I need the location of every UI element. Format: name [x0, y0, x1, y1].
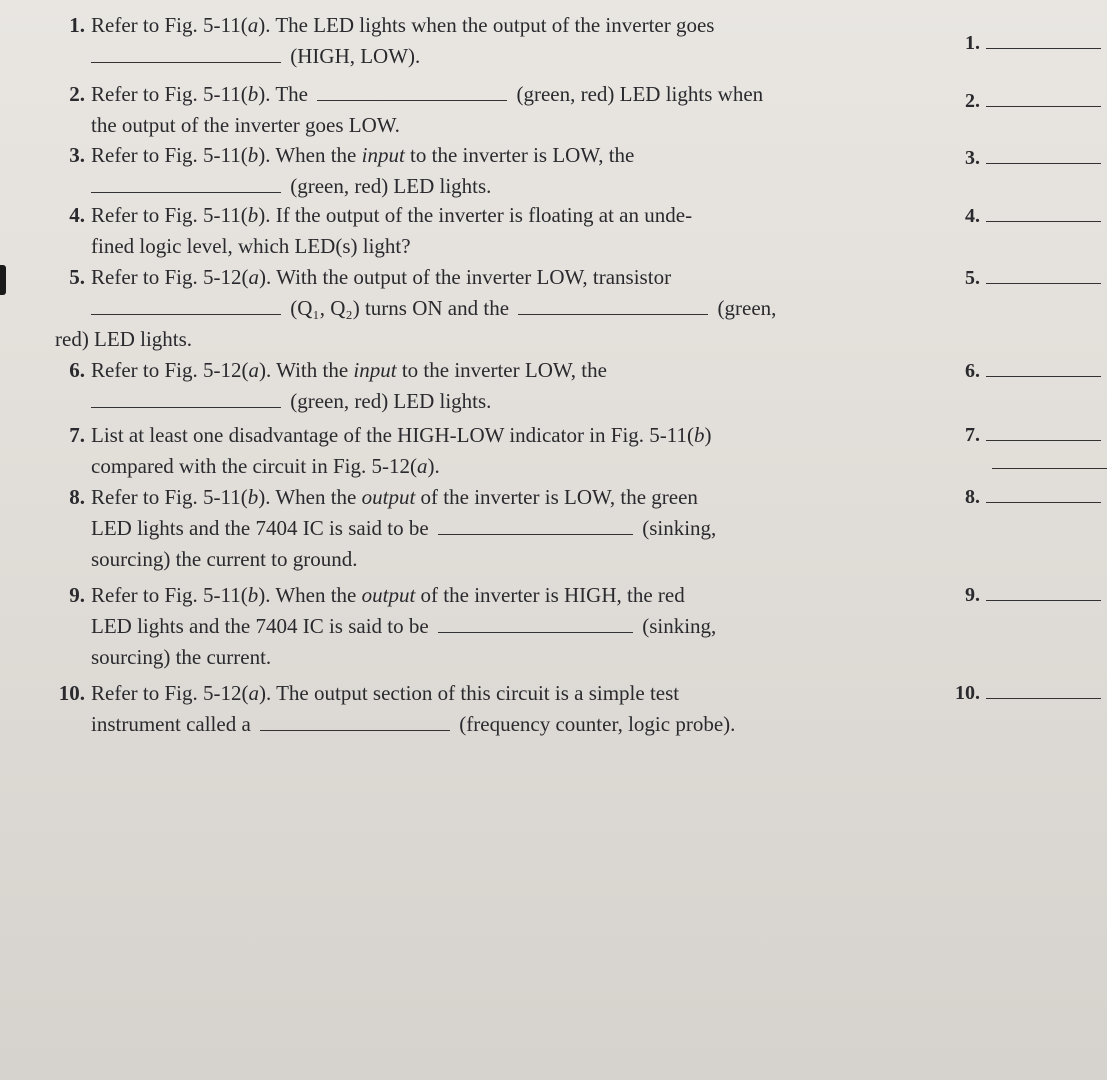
answer-slot-2: 2.: [940, 88, 1101, 113]
question-7: 7. List at least one disadvantage of the HIGH-LOW indicator in Fig. 5-11(b) compared with the circuit in Fig. 5-12(a).: [55, 420, 905, 482]
answer-line: [986, 203, 1101, 222]
answer-line: [986, 358, 1101, 377]
answer-blank: [91, 172, 281, 193]
answer-line: [986, 582, 1101, 601]
answer-line-extra: [992, 468, 1107, 469]
answer-blank: [91, 42, 281, 63]
answer-blank: [317, 80, 507, 101]
answer-slot-8: 8.: [940, 484, 1101, 509]
answer-line: [986, 88, 1101, 107]
question-number: 2.: [69, 82, 85, 106]
answer-blank: [91, 294, 281, 315]
answer-slot-4: 4.: [940, 203, 1101, 228]
answer-blank: [518, 294, 708, 315]
question-4: 4. Refer to Fig. 5-11(b). If the output of the inverter is floating at an unde- fined logic level, which LED(s) light?: [55, 200, 905, 262]
answer-slot-7: 7.: [940, 422, 1101, 447]
answer-slot-1: 1.: [940, 30, 1101, 55]
answer-blank: [438, 612, 633, 633]
answer-blank: [260, 710, 450, 731]
answer-line: [986, 30, 1101, 49]
answer-line: [986, 484, 1101, 503]
question-number: 5.: [69, 265, 85, 289]
question-5: 5. Refer to Fig. 5-12(a). With the output of the inverter LOW, transistor (Q₁, Q₂) turns ON and the (green, red) LED lights.: [55, 262, 905, 355]
answer-slot-9: 9.: [940, 582, 1101, 607]
answer-slot-10: 10.: [940, 680, 1101, 705]
question-10: 10. Refer to Fig. 5-12(a). The output section of this circuit is a simple test instrument called a (frequency counter, logic probe).: [55, 678, 905, 740]
answer-blank: [91, 387, 281, 408]
question-6: 6. Refer to Fig. 5-12(a). With the input to the inverter LOW, the (green, red) LED lights.: [55, 355, 905, 417]
question-number: 3.: [69, 143, 85, 167]
question-3: 3. Refer to Fig. 5-11(b). When the input to the inverter is LOW, the (green, red) LED lights.: [55, 140, 905, 202]
binder-tab: [0, 265, 6, 295]
question-number: 8.: [69, 485, 85, 509]
question-1: 1. Refer to Fig. 5-11(a). The LED lights when the output of the inverter goes (HIGH, LOW).: [55, 10, 905, 72]
question-8: 8. Refer to Fig. 5-11(b). When the output of the inverter is LOW, the green LED lights and the 7404 IC is said to be (sinking, sourcing) the current to ground.: [55, 482, 905, 575]
answer-line: [986, 422, 1101, 441]
answer-line: [986, 145, 1101, 164]
question-number: 6.: [69, 358, 85, 382]
answer-blank: [438, 514, 633, 535]
question-2: 2. Refer to Fig. 5-11(b). The (green, red) LED lights when the output of the inverter goes LOW.: [55, 79, 905, 141]
answer-slot-3: 3.: [940, 145, 1101, 170]
answer-line: [986, 680, 1101, 699]
question-number: 7.: [69, 423, 85, 447]
answer-slot-6: 6.: [940, 358, 1101, 383]
question-9: 9. Refer to Fig. 5-11(b). When the output of the inverter is HIGH, the red LED lights and the 7404 IC is said to be (sinking, sourcing) the current.: [55, 580, 905, 673]
question-number: 9.: [69, 583, 85, 607]
question-number: 4.: [69, 203, 85, 227]
question-number: 10.: [58, 681, 85, 705]
question-number: 1.: [69, 13, 85, 37]
answer-slot-5: 5.: [940, 265, 1101, 290]
answer-line: [986, 265, 1101, 284]
